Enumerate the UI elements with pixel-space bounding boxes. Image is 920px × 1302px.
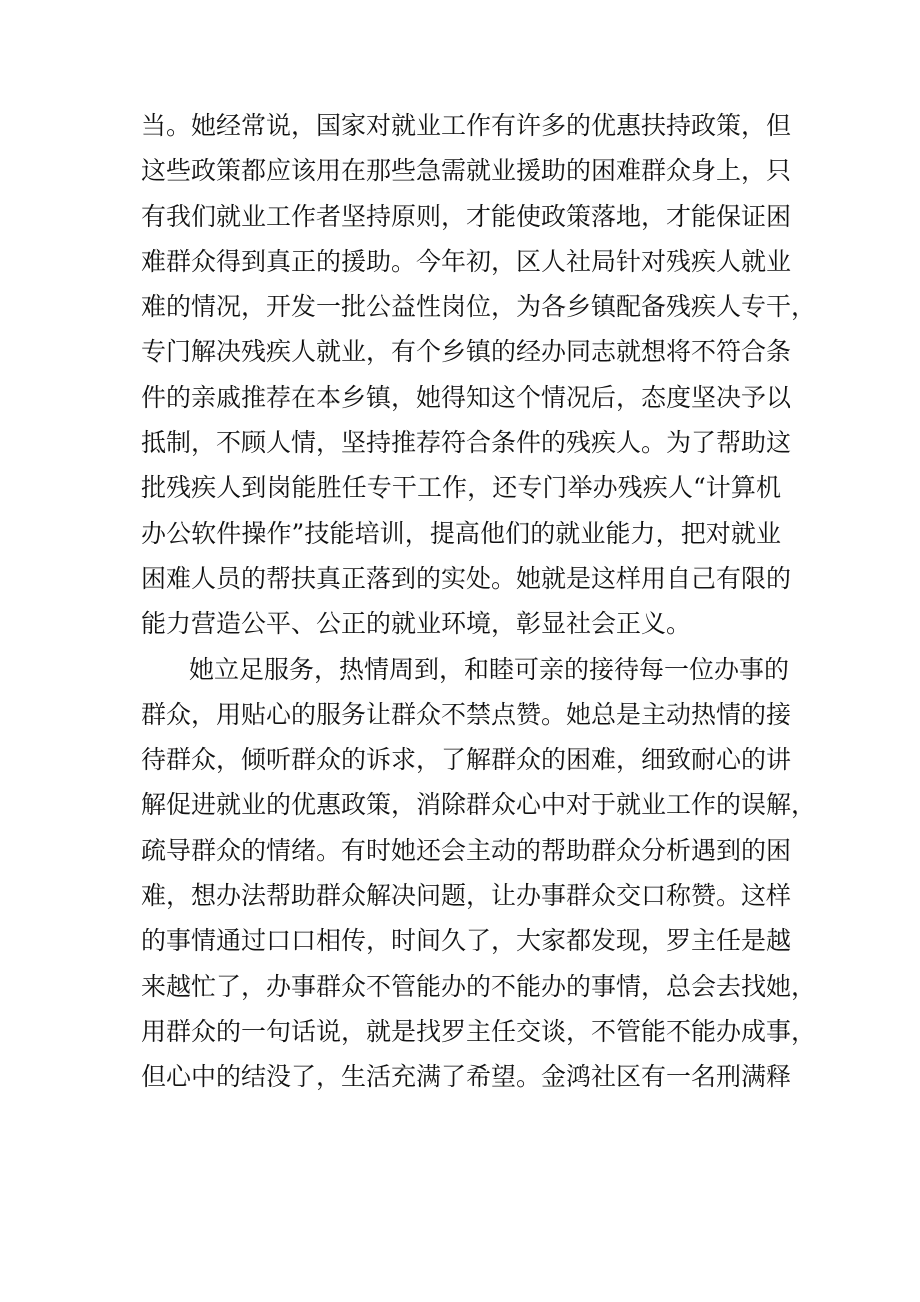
text-line: 的事情通过口口相传，时间久了，大家都发现，罗主任是越 [141, 926, 792, 956]
text-line: 群众，用贴心的服务让群众不禁点赞。她总是主动热情的接 [141, 699, 792, 729]
text-line: 来越忙了，办事群众不管能办的不能办的事情，总会去找她， [141, 971, 817, 1001]
text-line: 抵制，不顾人情，坚持推荐符合条件的残疾人。为了帮助这 [141, 428, 792, 458]
text-line: 困难人员的帮扶真正落到的实处。她就是这样用自己有限的 [141, 563, 792, 593]
document-body [141, 103, 817, 1100]
text-line: 当。她经常说，国家对就业工作有许多的优惠扶持政策，但 [141, 111, 792, 140]
text-line: 难群众得到真正的援助。今年初，区人社局针对残疾人就业 [141, 246, 792, 276]
text-line: 这些政策都应该用在那些急需就业援助的困难群众身上，只 [141, 156, 792, 186]
text-line: 解促进就业的优惠政策，消除群众心中对于就业工作的误解， [141, 790, 817, 820]
text-line: 有我们就业工作者坚持原则，才能使政策落地，才能保证困 [141, 201, 792, 231]
text-line: 办公软件操作”技能培训，提高他们的就业能力，把对就业 [141, 518, 781, 548]
text-line: 能力营造公平、公正的就业环境，彰显社会正义。 [141, 609, 692, 639]
text-line: 难的情况，开发一批公益性岗位，为各乡镇配备残疾人专干， [141, 292, 817, 322]
text-line: 难，想办法帮助群众解决问题，让办事群众交口称赞。这样 [141, 881, 792, 911]
text-line: 用群众的一句话说，就是找罗主任交谈，不管能不能办成事， [141, 1016, 817, 1046]
text-line: 批残疾人到岗能胜任专干工作，还专门举办残疾人“计算机 [141, 473, 781, 503]
text-line: 待群众，倾听群众的诉求，了解群众的困难，细致耐心的讲 [141, 745, 792, 775]
text-line: 疏导群众的情绪。有时她还会主动的帮助群众分析遇到的困 [141, 835, 792, 865]
text-line: 但心中的结没了，生活充满了希望。金鸿社区有一名刑满释 [141, 1062, 792, 1092]
text-line: 件的亲戚推荐在本乡镇，她得知这个情况后，态度坚决予以 [141, 382, 792, 412]
text-line: 她立足服务，热情周到，和睦可亲的接待每一位办事的 [189, 654, 790, 684]
text-line: 专门解决残疾人就业，有个乡镇的经办同志就想将不符合条 [141, 337, 792, 367]
